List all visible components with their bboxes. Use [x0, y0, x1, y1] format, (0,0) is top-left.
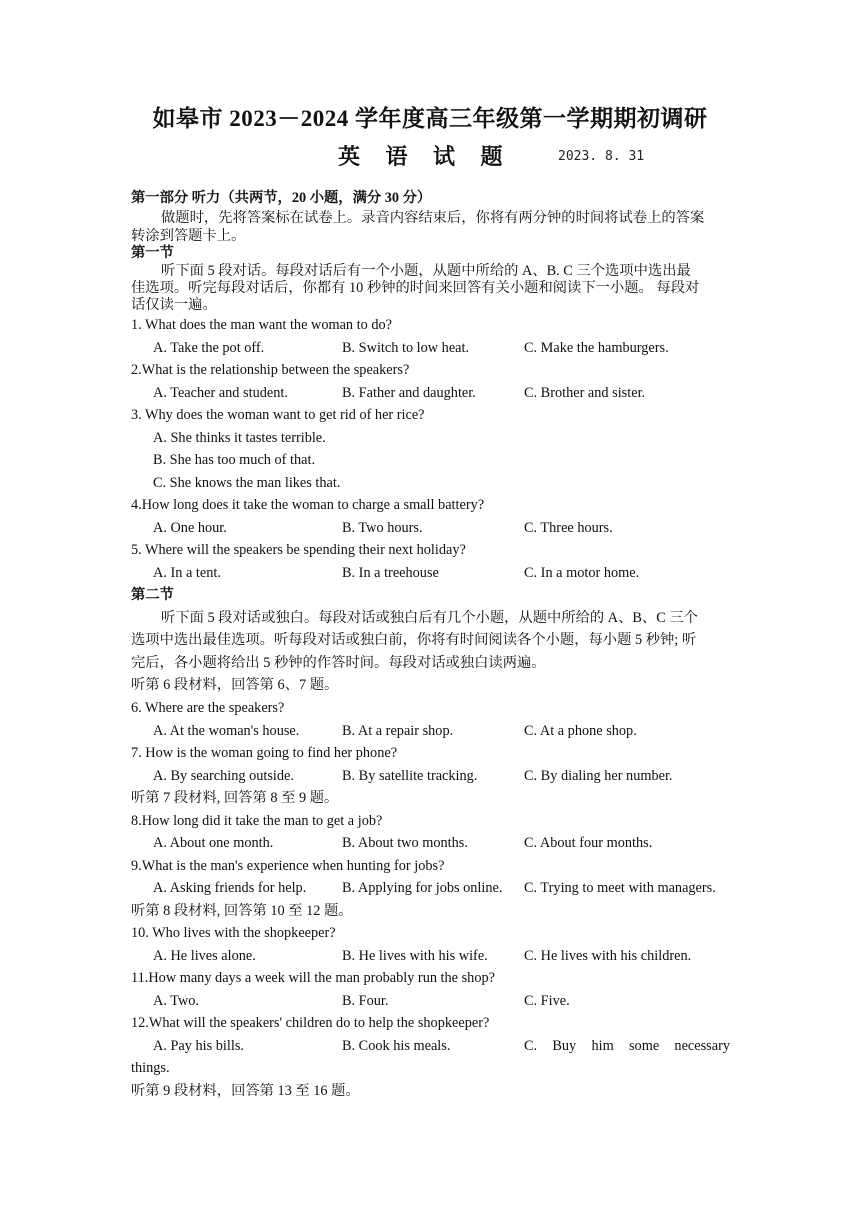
question-2-option-c: C. Brother and sister. [524, 385, 646, 401]
question-8-option-c: C. About four months. [524, 835, 653, 851]
part1-intro-line2: 转涂到答题卡上。 [131, 228, 246, 244]
question-1-option-c: C. Make the hamburgers. [524, 340, 669, 356]
question-7-option-c: C. By dialing her number. [524, 768, 673, 784]
question-7-stem: 7. How is the woman going to find her phone? [131, 745, 398, 761]
question-7-option-b: B. By satellite tracking. [342, 768, 478, 784]
question-6-stem: 6. Where are the speakers? [131, 700, 285, 716]
question-8-stem: 8.How long did it take the man to get a job? [131, 813, 383, 829]
question-10-stem: 10. Who lives with the shopkeeper? [131, 925, 336, 941]
question-11-option-b: B. Four. [342, 993, 389, 1009]
material-8-instruction: 听第 8 段材料, 回答第 10 至 12 题。 [131, 903, 353, 919]
question-11-stem: 11.How many days a week will the man probably run the shop? [131, 970, 495, 986]
question-5-option-b: B. In a treehouse [342, 565, 439, 581]
question-1-option-a: A. Take the pot off. [153, 340, 265, 356]
question-10-option-b: B. He lives with his wife. [342, 948, 488, 964]
section2-intro-line2: 选项中选出最佳选项。听每段对话或独白前，你将有时间阅读各个小题，每小题 5 秒钟; 听 [131, 632, 697, 648]
part1-heading: 第一部分 听力（共两节，20 小题，满分 30 分） [131, 190, 432, 206]
question-9-stem: 9.What is the man's experience when hunting for jobs? [131, 858, 445, 874]
question-8-option-b: B. About two months. [342, 835, 468, 851]
question-5-option-a: A. In a tent. [153, 565, 221, 581]
question-9-option-b: B. Applying for jobs online. [342, 880, 503, 896]
question-8-option-a: A. About one month. [153, 835, 274, 851]
question-9-option-a: A. Asking friends for help. [153, 880, 307, 896]
question-3-option-c: C. She knows the man likes that. [153, 475, 341, 491]
question-10-option-a: A. He lives alone. [153, 948, 256, 964]
material-7-instruction: 听第 7 段材料, 回答第 8 至 9 题。 [131, 790, 339, 806]
question-4-option-a: A. One hour. [153, 520, 227, 536]
section1-heading: 第一节 [131, 245, 174, 261]
section2-heading: 第二节 [131, 587, 174, 603]
section2-intro-line1: 听下面 5 段对话或独白。每段对话或独白后有几个小题，从题中所给的 A、B、C 三个 [161, 610, 698, 626]
section1-intro-line2: 佳选项。听完每段对话后，你都有 10 秒钟的时间来回答有关小题和阅读下一小题。 每段对 [131, 280, 700, 296]
question-3-stem: 3. Why does the woman want to get rid of her rice? [131, 407, 425, 423]
question-5-stem: 5. Where will the speakers be spending their next holiday? [131, 542, 466, 558]
question-12-option-b: B. Cook his meals. [342, 1038, 451, 1054]
question-5-option-c: C. In a motor home. [524, 565, 640, 581]
question-2-stem: 2.What is the relationship between the speakers? [131, 362, 410, 378]
question-2-option-b: B. Father and daughter. [342, 385, 476, 401]
question-4-option-c: C. Three hours. [524, 520, 613, 536]
question-4-stem: 4.How long does it take the woman to charge a small battery? [131, 497, 485, 513]
material-6-instruction: 听第 6 段材料，回答第 6、7 题。 [131, 677, 339, 693]
question-12-stem: 12.What will the speakers' children do to help the shopkeeper? [131, 1015, 490, 1031]
section1-intro-line1: 听下面 5 段对话。每段对话后有一个小题，从题中所给的 A、B. C 三个选项中选出最 [161, 263, 691, 279]
question-12-option-a: A. Pay his bills. [153, 1038, 244, 1054]
question-12-option-c-continued: things. [131, 1060, 170, 1076]
exam-date: 2023. 8. 31 [558, 149, 645, 164]
question-3-option-b: B. She has too much of that. [153, 452, 316, 468]
question-7-option-a: A. By searching outside. [153, 768, 294, 784]
question-6-option-b: B. At a repair shop. [342, 723, 454, 739]
section2-intro-line3: 完后，各小题将给出 5 秒钟的作答时间。每段对话或独白读两遍。 [131, 655, 546, 671]
section1-intro-line3: 话仅读一遍。 [131, 297, 217, 313]
question-3-option-a: A. She thinks it tastes terrible. [153, 430, 326, 446]
question-2-option-a: A. Teacher and student. [153, 385, 288, 401]
part1-intro-line1: 做题时，先将答案标在试卷上。录音内容结束后，你将有两分钟的时间将试卷上的答案 [161, 210, 705, 226]
question-9-option-c: C. Trying to meet with managers. [524, 880, 716, 896]
question-1-stem: 1. What does the man want the woman to do? [131, 317, 392, 333]
subject-title: 英 语 试 题 [338, 144, 513, 169]
question-11-option-a: A. Two. [153, 993, 199, 1009]
material-9-instruction: 听第 9 段材料，回答第 13 至 16 题。 [131, 1083, 360, 1099]
question-1-option-b: B. Switch to low heat. [342, 340, 470, 356]
question-10-option-c: C. He lives with his children. [524, 948, 692, 964]
question-11-option-c: C. Five. [524, 993, 570, 1009]
question-4-option-b: B. Two hours. [342, 520, 423, 536]
question-6-option-a: A. At the woman's house. [153, 723, 300, 739]
question-12-option-c: C. Buy him some necessary [524, 1038, 730, 1054]
question-6-option-c: C. At a phone shop. [524, 723, 637, 739]
exam-title: 如皋市 2023－2024 学年度高三年级第一学期期初调研 [152, 106, 708, 131]
